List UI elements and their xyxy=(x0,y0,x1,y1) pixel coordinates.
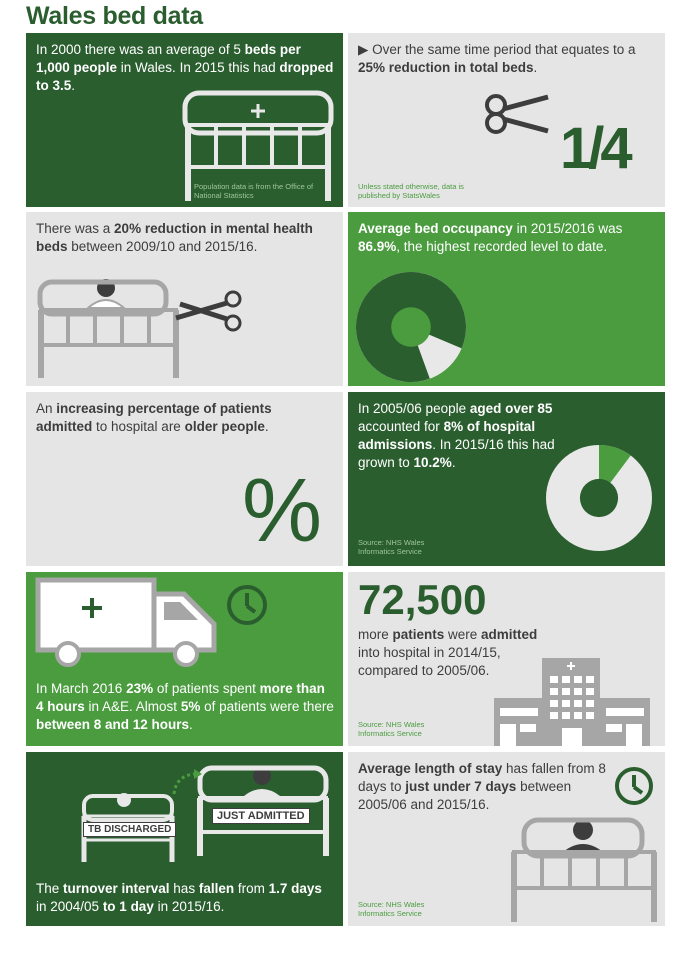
panel-text: more patients were admitted into hospital in 2014/15, compared to 2005/06. xyxy=(358,627,538,678)
occupancy-hole xyxy=(391,307,431,347)
just-admitted-label: JUST ADMITTED xyxy=(212,808,310,824)
big-number: 72,500 xyxy=(358,576,487,623)
panel-text: In 2000 there was an average of 5 beds per 1,000 people in Wales. In 2015 this had dropped to 3.5. xyxy=(36,42,334,93)
panel-bed-reduction xyxy=(348,33,665,207)
panel-more-admissions xyxy=(348,572,665,746)
panel-ae-waits xyxy=(26,572,343,746)
panel-text: Average bed occupancy in 2015/2016 was 86.9%, the highest recorded level to date. xyxy=(358,221,623,254)
occupancy-donut-chart xyxy=(356,272,466,382)
tb-discharged-label: TB DISCHARGED xyxy=(83,822,176,837)
admissions-share-donut-chart xyxy=(546,445,652,551)
panel-text: Average length of stay has fallen from 8 days to just under 7 days between 2005/06 and 2015/16. xyxy=(358,761,606,812)
panel-older-people xyxy=(26,392,343,566)
panel-text: In March 2016 23% of patients spent more than 4 hours in A&E. Almost 5% of patients were there between 8 and 12 hours. xyxy=(36,681,334,732)
share-hole xyxy=(580,479,618,517)
source-note: Source: NHS Wales Informatics Service xyxy=(358,720,425,738)
panel-text: The turnover interval has fallen from 1.7 days in 2004/05 to 1 day in 2015/16. xyxy=(36,881,322,914)
ambulance-icon xyxy=(26,572,343,682)
source-note: Population data is from the Office of National Statistics xyxy=(194,182,314,200)
scissors-icon xyxy=(176,290,256,340)
source-note: Source: NHS Wales Informatics Service xyxy=(358,538,425,556)
panel-length-of-stay xyxy=(348,752,665,926)
panel-mental-health-beds xyxy=(26,212,343,386)
page-title: Wales bed data xyxy=(26,2,203,30)
scissors-icon xyxy=(482,91,562,141)
percent-symbol: % xyxy=(242,461,323,561)
bed-with-patient-icon xyxy=(508,816,665,926)
source-note: Source: NHS Wales Informatics Service xyxy=(358,900,425,918)
fraction-quarter: 1/4 xyxy=(560,116,629,181)
hospital-bed-icon xyxy=(26,33,343,207)
panel-text: In 2005/06 people aged over 85 accounted for 8% of hospital admissions. In 2015/16 this had grown to 10.2%. xyxy=(358,401,555,470)
panel-text: There was a 20% reduction in mental health beds between 2009/10 and 2015/16. xyxy=(36,221,313,254)
panel-bed-occupancy xyxy=(348,212,665,386)
panel-text: An increasing percentage of patients admitted to hospital are older people. xyxy=(36,401,272,434)
hospital-building-icon xyxy=(494,654,654,746)
clock-icon xyxy=(226,584,270,628)
panel-turnover-interval xyxy=(26,752,343,926)
source-note: Unless stated otherwise, data is published by StatsWales xyxy=(358,182,464,200)
panel-aged-over-85 xyxy=(348,392,665,566)
panel-beds-per-1000 xyxy=(26,33,343,207)
panel-text: ▶ Over the same time period that equates to a 25% reduction in total beds. xyxy=(358,42,636,75)
clock-icon xyxy=(614,766,658,810)
